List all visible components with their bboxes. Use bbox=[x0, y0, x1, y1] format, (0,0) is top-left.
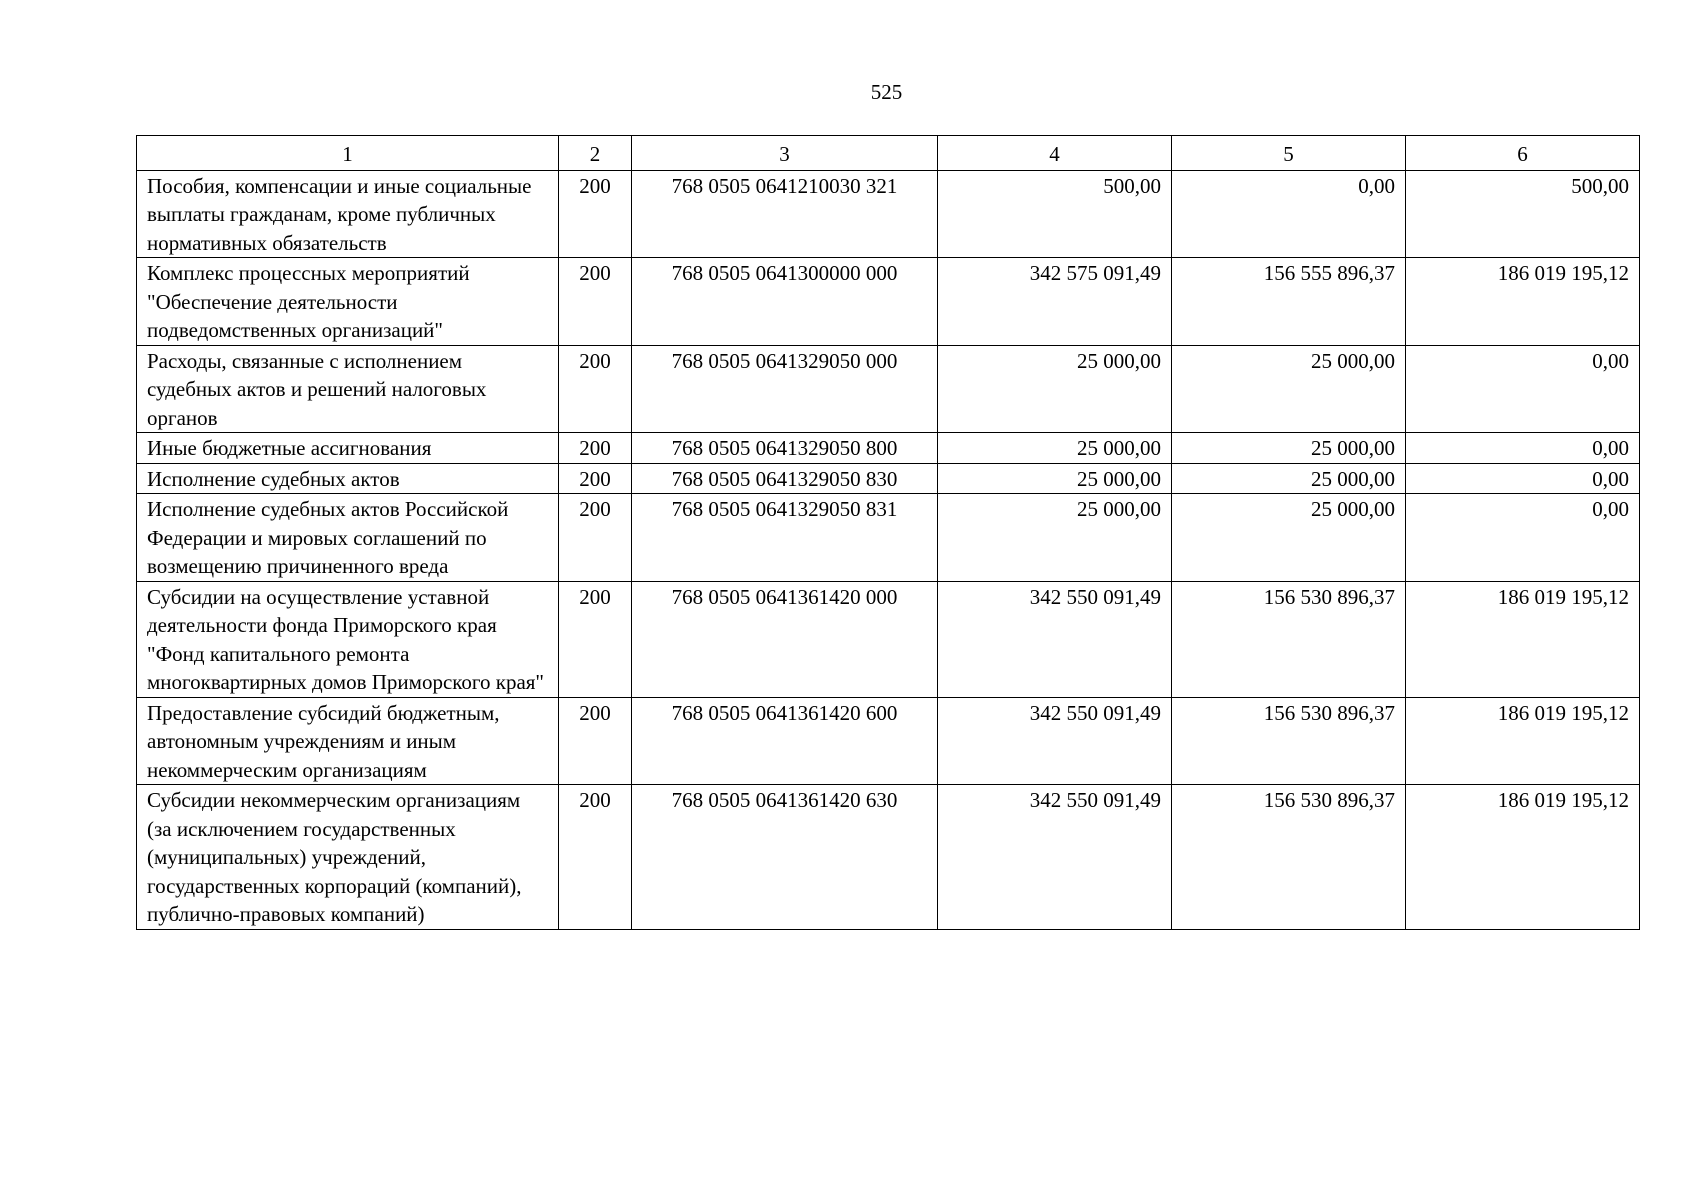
row-code: 768 0505 0641361420 000 bbox=[632, 581, 938, 697]
budget-table bbox=[136, 135, 1640, 930]
row-col5: 156 555 896,37 bbox=[1172, 258, 1406, 346]
row-name: Исполнение судебных актов bbox=[137, 463, 559, 494]
row-col4: 342 575 091,49 bbox=[938, 258, 1172, 346]
table-row bbox=[137, 345, 1640, 433]
row-col5: 25 000,00 bbox=[1172, 463, 1406, 494]
row-col2: 200 bbox=[559, 581, 632, 697]
page-number: 525 bbox=[870, 80, 903, 104]
row-col2: 200 bbox=[559, 463, 632, 494]
row-col6: 186 019 195,12 bbox=[1406, 581, 1640, 697]
row-col6: 0,00 bbox=[1406, 433, 1640, 464]
row-col4: 25 000,00 bbox=[938, 494, 1172, 582]
table-row bbox=[137, 785, 1640, 930]
row-col4: 25 000,00 bbox=[938, 345, 1172, 433]
row-code: 768 0505 0641329050 800 bbox=[632, 433, 938, 464]
column-header-6: 6 bbox=[1406, 136, 1640, 171]
row-col6: 0,00 bbox=[1406, 345, 1640, 433]
row-col5: 0,00 bbox=[1172, 170, 1406, 258]
row-col5: 25 000,00 bbox=[1172, 433, 1406, 464]
row-col2: 200 bbox=[559, 170, 632, 258]
row-col2: 200 bbox=[559, 785, 632, 930]
row-col5: 25 000,00 bbox=[1172, 494, 1406, 582]
row-code: 768 0505 0641361420 600 bbox=[632, 697, 938, 785]
row-col4: 500,00 bbox=[938, 170, 1172, 258]
row-code: 768 0505 0641329050 000 bbox=[632, 345, 938, 433]
row-col5: 156 530 896,37 bbox=[1172, 697, 1406, 785]
table-row bbox=[137, 697, 1640, 785]
row-col5: 156 530 896,37 bbox=[1172, 581, 1406, 697]
row-col6: 186 019 195,12 bbox=[1406, 258, 1640, 346]
row-name: Субсидии на осуществление уставной деятельности фонда Приморского края "Фонд капитального ремонта многоквартирных домов Приморского края" bbox=[137, 581, 559, 697]
column-header-4: 4 bbox=[938, 136, 1172, 171]
row-name: Комплекс процессных мероприятий "Обеспечение деятельности подведомственных организаций" bbox=[137, 258, 559, 346]
row-code: 768 0505 0641361420 630 bbox=[632, 785, 938, 930]
row-name: Расходы, связанные с исполнением судебных актов и решений налоговых органов bbox=[137, 345, 559, 433]
row-name: Пособия, компенсации и иные социальные выплаты гражданам, кроме публичных нормативных обязательств bbox=[137, 170, 559, 258]
table-row bbox=[137, 581, 1640, 697]
column-header-1: 1 bbox=[137, 136, 559, 171]
row-col6: 0,00 bbox=[1406, 463, 1640, 494]
column-header-2: 2 bbox=[559, 136, 632, 171]
row-col4: 342 550 091,49 bbox=[938, 785, 1172, 930]
table-header-row bbox=[137, 136, 1640, 171]
table-row bbox=[137, 258, 1640, 346]
column-header-5: 5 bbox=[1172, 136, 1406, 171]
table-row bbox=[137, 433, 1640, 464]
row-col6: 0,00 bbox=[1406, 494, 1640, 582]
row-name: Предоставление субсидий бюджетным, автономным учреждениям и иным некоммерческим организациям bbox=[137, 697, 559, 785]
row-col6: 186 019 195,12 bbox=[1406, 697, 1640, 785]
row-name: Субсидии некоммерческим организациям (за исключением государственных (муниципальных) учреждений, государственных корпораций (компаний), публично-правовых компаний) bbox=[137, 785, 559, 930]
row-col4: 342 550 091,49 bbox=[938, 581, 1172, 697]
row-col2: 200 bbox=[559, 494, 632, 582]
row-col4: 25 000,00 bbox=[938, 433, 1172, 464]
row-col5: 25 000,00 bbox=[1172, 345, 1406, 433]
row-col6: 500,00 bbox=[1406, 170, 1640, 258]
row-col4: 342 550 091,49 bbox=[938, 697, 1172, 785]
row-col2: 200 bbox=[559, 697, 632, 785]
row-col2: 200 bbox=[559, 433, 632, 464]
row-col6: 186 019 195,12 bbox=[1406, 785, 1640, 930]
table-row bbox=[137, 494, 1640, 582]
table-row bbox=[137, 463, 1640, 494]
row-col4: 25 000,00 bbox=[938, 463, 1172, 494]
row-name: Иные бюджетные ассигнования bbox=[137, 433, 559, 464]
row-code: 768 0505 0641329050 831 bbox=[632, 494, 938, 582]
row-col5: 156 530 896,37 bbox=[1172, 785, 1406, 930]
row-name: Исполнение судебных актов Российской Федерации и мировых соглашений по возмещению причиненного вреда bbox=[137, 494, 559, 582]
row-code: 768 0505 0641300000 000 bbox=[632, 258, 938, 346]
row-col2: 200 bbox=[559, 258, 632, 346]
row-code: 768 0505 0641329050 830 bbox=[632, 463, 938, 494]
row-code: 768 0505 0641210030 321 bbox=[632, 170, 938, 258]
row-col2: 200 bbox=[559, 345, 632, 433]
table-row bbox=[137, 170, 1640, 258]
column-header-3: 3 bbox=[632, 136, 938, 171]
